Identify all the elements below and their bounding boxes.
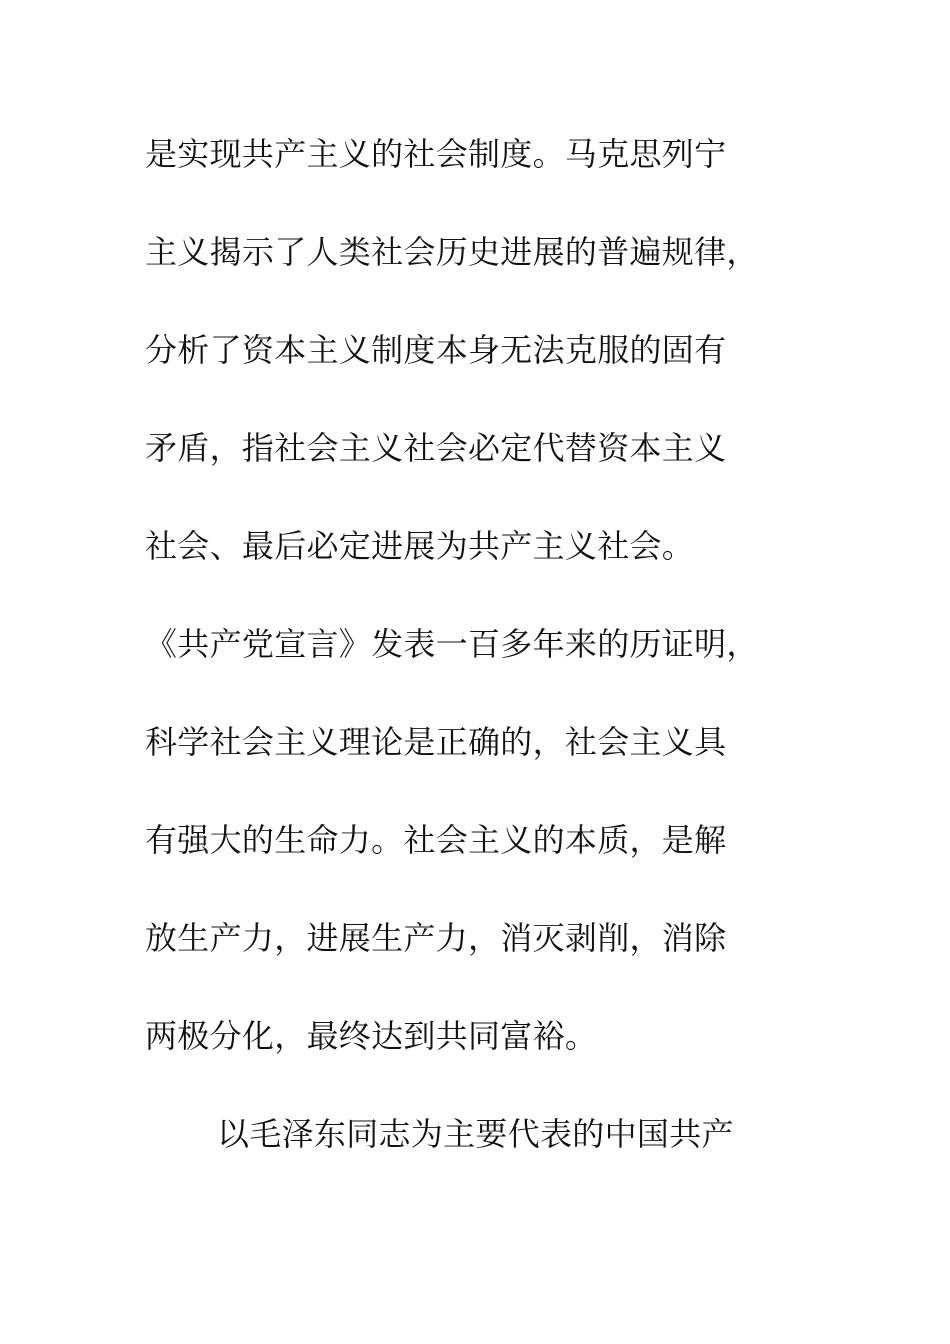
text-line: 科学社会主义理论是正确的，社会主义具	[145, 723, 727, 761]
text-line: 矛盾，指社会主义社会必定代替资本主义	[145, 429, 727, 467]
text-line: 《共产党宣言》发表一百多年来的历证明，	[145, 625, 759, 663]
text-line: 有强大的生命力。社会主义的本质，是解	[145, 821, 727, 859]
body-text	[145, 126, 805, 1204]
text-line: 两极分化，最终达到共同富裕。	[145, 1017, 598, 1055]
text-line: 社会、最后必定进展为共产主义社会。	[145, 527, 695, 565]
paragraph-start-line: 以毛泽东同志为主要代表的中国共产	[217, 1115, 734, 1153]
text-line: 分析了资本主义制度本身无法克服的固有	[145, 331, 727, 369]
text-line: 放生产力，进展生产力，消灭剥削，消除	[145, 919, 727, 957]
text-line: 是实现共产主义的社会制度。马克思列宁	[145, 135, 727, 173]
text-line: 主义揭示了人类社会历史进展的普遍规律，	[145, 233, 759, 271]
